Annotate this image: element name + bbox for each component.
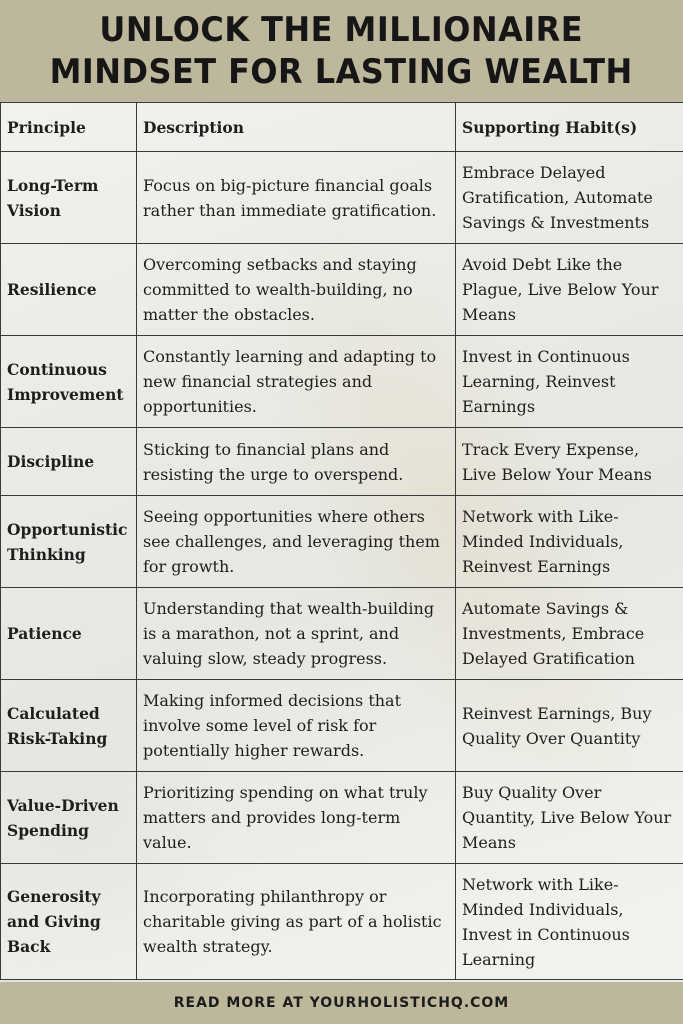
habits-cell: Buy Quality Over Quantity, Live Below Your Means: [456, 772, 683, 864]
principle-cell: Patience: [1, 588, 137, 680]
table-row: [1, 336, 683, 428]
habits-cell: Embrace Delayed Gratification, Automate Savings & Investments: [456, 152, 683, 244]
table-row: [1, 864, 683, 980]
principles-table: [0, 102, 683, 980]
principle-cell: Resilience: [1, 244, 137, 336]
table-row: [1, 496, 683, 588]
habits-cell: Network with Like-Minded Individuals, Invest in Continuous Learning: [456, 864, 683, 980]
description-cell: Seeing opportunities where others see challenges, and leveraging them for growth.: [137, 496, 456, 588]
habits-cell: Network with Like-Minded Individuals, Reinvest Earnings: [456, 496, 683, 588]
description-cell: Understanding that wealth-building is a marathon, not a sprint, and valuing slow, steady progress.: [137, 588, 456, 680]
table-row: [1, 588, 683, 680]
habits-cell: Avoid Debt Like the Plague, Live Below Your Means: [456, 244, 683, 336]
description-cell: Constantly learning and adapting to new financial strategies and opportunities.: [137, 336, 456, 428]
principle-cell: Generosity and Giving Back: [1, 864, 137, 980]
table-row: [1, 152, 683, 244]
principle-cell: Value-Driven Spending: [1, 772, 137, 864]
habits-cell: Reinvest Earnings, Buy Quality Over Quantity: [456, 680, 683, 772]
table-container: [0, 102, 683, 982]
table-row: [1, 680, 683, 772]
table-row: [1, 428, 683, 496]
table-row: [1, 244, 683, 336]
description-cell: Incorporating philanthropy or charitable giving as part of a holistic wealth strategy.: [137, 864, 456, 980]
description-cell: Prioritizing spending on what truly matters and provides long-term value.: [137, 772, 456, 864]
page-header: [0, 0, 683, 102]
table-header-row: [1, 103, 683, 152]
column-header-principle: Principle: [1, 103, 137, 152]
column-header-description: Description: [137, 103, 456, 152]
page-footer: [0, 982, 683, 1024]
principle-cell: Long-Term Vision: [1, 152, 137, 244]
principle-cell: Continuous Improvement: [1, 336, 137, 428]
description-cell: Making informed decisions that involve some level of risk for potentially higher rewards.: [137, 680, 456, 772]
description-cell: Sticking to financial plans and resisting the urge to overspend.: [137, 428, 456, 496]
description-cell: Focus on big-picture financial goals rather than immediate gratification.: [137, 152, 456, 244]
habits-cell: Invest in Continuous Learning, Reinvest Earnings: [456, 336, 683, 428]
principle-cell: Discipline: [1, 428, 137, 496]
principle-cell: Opportunistic Thinking: [1, 496, 137, 588]
read-more-link[interactable]: READ MORE AT YOURHOLISTICHQ.COM: [173, 995, 510, 1011]
page-title-line-1: UNLOCK THE MILLIONAIRE: [99, 10, 584, 50]
table-row: [1, 772, 683, 864]
principle-cell: Calculated Risk-Taking: [1, 680, 137, 772]
habits-cell: Track Every Expense, Live Below Your Means: [456, 428, 683, 496]
description-cell: Overcoming setbacks and staying committed to wealth-building, no matter the obstacles.: [137, 244, 456, 336]
habits-cell: Automate Savings & Investments, Embrace Delayed Gratification: [456, 588, 683, 680]
page-title-line-2: MINDSET FOR LASTING WEALTH: [49, 52, 634, 92]
column-header-habits: Supporting Habit(s): [456, 103, 683, 152]
